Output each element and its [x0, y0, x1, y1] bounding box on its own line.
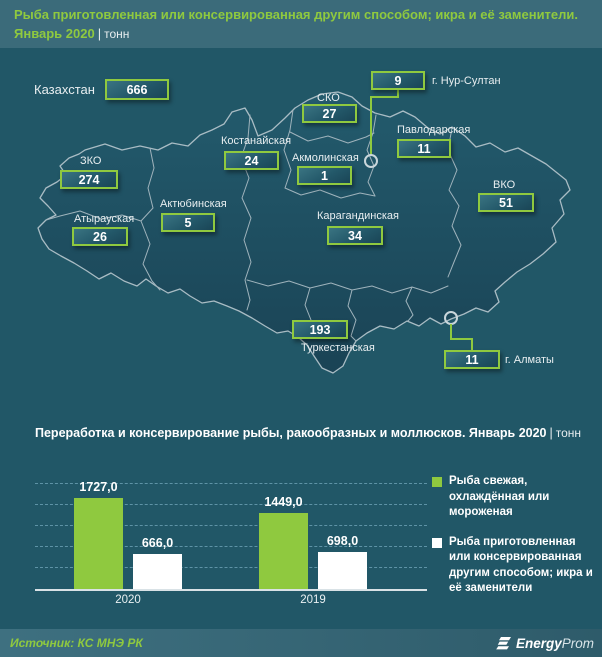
- energyprom-logo: [495, 629, 594, 657]
- region-value-karaganda: 34: [327, 226, 383, 245]
- region-value-sko: 27: [302, 104, 357, 123]
- energyprom-logo-text: EnergyProm: [515, 635, 594, 651]
- legend-swatch-white: [432, 538, 442, 548]
- chart-title: Переработка и консервирование рыбы, ракообразных и моллюсков. Январь 2020 | тонн: [35, 426, 582, 440]
- chart-plot: [35, 468, 427, 591]
- legend-label: Рыба свежая, охлаждённая или мороженая: [449, 475, 550, 519]
- bar-value-label: 1727,0: [79, 480, 118, 494]
- period-label: Январь 2020: [14, 25, 95, 41]
- region-value-pavlodar: 11: [397, 139, 451, 158]
- region-label-aktobe: Актюбинская: [160, 198, 227, 210]
- region-value-nur-sultan: 9: [371, 71, 425, 90]
- region-value-almaty: 11: [444, 350, 500, 369]
- region-label-pavlodar: Павлодарская: [397, 124, 471, 136]
- unit-label: тонн: [104, 26, 130, 41]
- legend-item-prepared: [432, 535, 598, 597]
- region-label-sko: СКО: [317, 92, 340, 104]
- legend-label: Рыба приготовленная или консервированная другим способом; икра и её заменители: [449, 535, 593, 595]
- energyprom-logo-icon: [495, 636, 512, 651]
- region-value-akmola: 1: [297, 166, 352, 185]
- legend-item-fresh: [432, 474, 598, 521]
- x-axis-label-2019: 2019: [300, 594, 326, 606]
- region-label-almaty: г. Алматы: [505, 354, 554, 366]
- region-label-akmola: Акмолинская: [292, 152, 359, 164]
- bar-value-label: 698,0: [326, 534, 359, 548]
- country-value-box: 666: [105, 79, 169, 100]
- region-label-kostanay: Костанайская: [221, 135, 292, 147]
- region-label-turkestan: Туркестанская: [301, 342, 375, 354]
- region-value-aktobe: 5: [161, 213, 215, 232]
- region-label-atyrau: Атырауская: [74, 213, 135, 225]
- source-label: Источник: КС МНЭ РК: [10, 636, 143, 650]
- bar-2019-prepared: [318, 468, 367, 589]
- legend-swatch-green: [432, 477, 442, 487]
- region-value-vko: 51: [478, 193, 534, 212]
- title-separator: |: [97, 25, 102, 41]
- chart-legend: [432, 474, 598, 611]
- country-label: Казахстан: [34, 82, 95, 97]
- region-value-atyrau: 26: [72, 227, 128, 246]
- region-value-turkestan: 193: [292, 320, 348, 339]
- region-value-kostanay: 24: [224, 151, 279, 170]
- region-label-vko: ВКО: [493, 179, 516, 191]
- region-label-karaganda: Карагандинская: [317, 210, 399, 222]
- region-label-zko: ЗКО: [80, 155, 102, 167]
- page-title: Рыба приготовленная или консервированная другим способом; икра и её заменители.: [14, 7, 579, 22]
- x-axis-label-2020: 2020: [115, 594, 141, 606]
- bar-2020-fresh: [74, 468, 123, 589]
- bar-value-label: 666,0: [141, 536, 174, 550]
- region-label-nur-sultan: г. Нур-Султан: [432, 75, 501, 87]
- bar-2020-prepared: [133, 468, 182, 589]
- bar-2019-fresh: [259, 468, 308, 589]
- region-value-zko: 274: [60, 170, 118, 189]
- bar-value-label: 1449,0: [264, 495, 303, 509]
- footer: [0, 629, 602, 657]
- almaty-leader-line: [451, 324, 472, 350]
